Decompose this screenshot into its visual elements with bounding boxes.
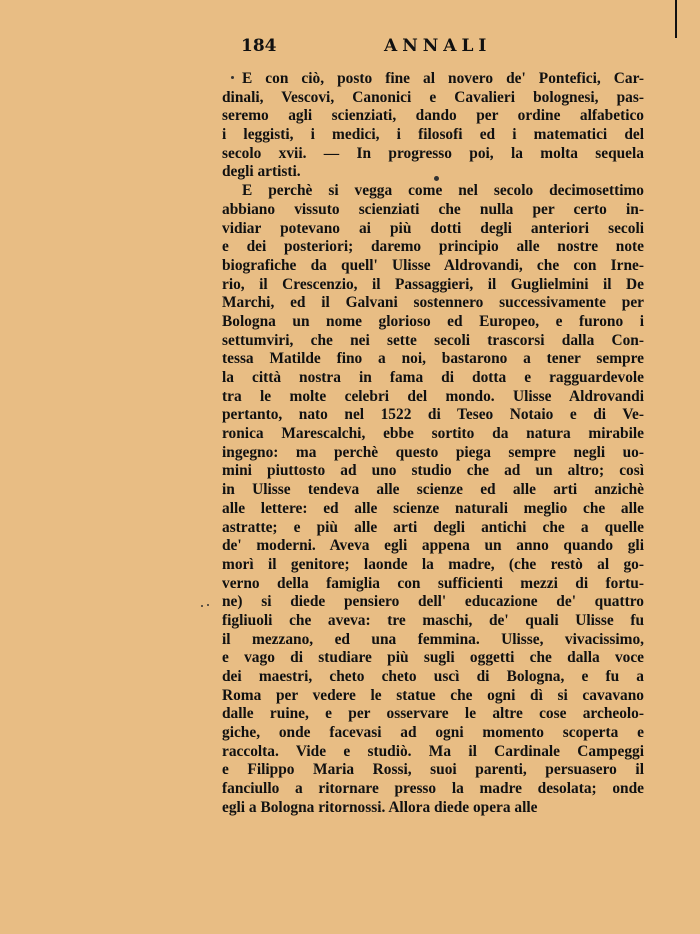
text-line: secolo xvii. — In progresso poi, la molta sequela	[222, 144, 644, 162]
text-line: raccolta. Vide e studiò. Ma il Cardinale Campeggi	[222, 742, 644, 760]
text-line: verno della famiglia con sufficienti mezzi di fortu-	[222, 574, 644, 592]
text-line: e dei posteriori; daremo principio alle nostre note	[222, 238, 644, 256]
text-line: dei maestri, cheto cheto uscì di Bologna, e fu a	[222, 668, 644, 685]
text-line: ronica Marescalchi, ebbe sortito da natura mirabile	[222, 425, 644, 443]
text-line: giche, onde facevasi ad ogni momento scoperta e	[222, 724, 644, 742]
text-line: biografiche da quell' Ulisse Aldrovandi, che con Irne-	[222, 256, 644, 274]
text-line: in Ulisse tendeva alle scienze ed alle arti anzichè	[222, 481, 644, 499]
text-line: e vago di studiare più sugli oggetti che dalla voce	[222, 649, 644, 667]
text-line: de' moderni. Aveva egli appena un anno quando gli	[222, 537, 644, 555]
text-line: rio, il Crescenzio, il Passaggieri, il Guglielmini il De	[222, 275, 644, 293]
running-title: ANNALI	[384, 36, 492, 56]
text-line: settumviri, che nei sette secoli trascorsi dalla Con-	[222, 331, 644, 349]
text-line: egli a Bologna ritornossi. Allora diede opera alle	[222, 798, 538, 816]
ink-speck	[201, 605, 203, 607]
ink-speck	[231, 76, 234, 79]
text-line: vidiar potevano ai più dotti degli anteriori secoli	[222, 219, 644, 237]
text-line: Bologna un nome glorioso ed Europeo, e furono i	[222, 312, 644, 330]
text-line: tra le molte celebri del mondo. Ulisse Aldrovandi	[222, 387, 644, 405]
text-line: degli artisti.	[222, 163, 301, 181]
text-line: dinali, Vescovi, Canonici e Cavalieri bolognesi, pas-	[222, 88, 644, 106]
text-line: il mezzano, ed una femmina. Ulisse, vivacissimo,	[222, 630, 644, 648]
text-line: abbiano vissuto scienziati che nulla per certo in-	[222, 200, 644, 218]
paragraph	[222, 70, 644, 182]
page-number: 184	[241, 36, 277, 56]
text-line: Roma per vedere le statue che ogni dì si cavavano	[222, 686, 644, 704]
text-line: morì il genitore; laonde la madre, (che restò al go-	[222, 555, 644, 573]
text-line: astratte; e più alle arti degli antichi che a quelle	[222, 518, 644, 536]
text-line: la città nostra in fama di dotta e ragguardevole	[222, 369, 644, 386]
text-line: i leggisti, i medici, i filosofi ed i matematici del	[222, 126, 644, 144]
text-line: ingegno: ma perchè questo piega sempre negli uo-	[222, 443, 644, 461]
page-header	[241, 36, 646, 56]
text-line: E perchè si vegga come nel secolo decimosettimo	[242, 182, 644, 200]
text-line: dalle ruine, e per osservare le altre cose archeolo-	[222, 705, 644, 723]
body-text	[222, 70, 644, 818]
text-line: pertanto, nato nel 1522 di Teseo Notaio e di Ve-	[222, 406, 644, 424]
page-edge-mark	[675, 0, 677, 38]
paragraph	[222, 182, 644, 817]
text-line: seremo agli scienziati, dando per ordine alfabetico	[222, 107, 644, 125]
text-line: e Filippo Maria Rossi, suoi parenti, persuasero il	[222, 761, 644, 779]
text-line: Marchi, ed il Galvani sostennero successivamente per	[222, 294, 644, 312]
text-line: ne) si diede pensiero dell' educazione de' quattro	[222, 593, 644, 611]
ink-speck	[434, 176, 439, 181]
text-line: mini piuttosto ad uno studio che ad un altro; così	[222, 462, 644, 480]
text-line: alle lettere: ed alle scienze naturali meglio che alle	[222, 499, 644, 517]
text-line: tessa Matilde fino a noi, bastarono a tener sempre	[222, 350, 644, 368]
text-line: figliuoli che aveva: tre maschi, de' quali Ulisse fu	[222, 611, 644, 629]
text-line: E con ciò, posto fine al novero de' Pontefici, Car-	[242, 70, 644, 87]
text-line: fanciullo a ritornare presso la madre desolata; onde	[222, 780, 644, 798]
ink-speck	[207, 604, 209, 606]
